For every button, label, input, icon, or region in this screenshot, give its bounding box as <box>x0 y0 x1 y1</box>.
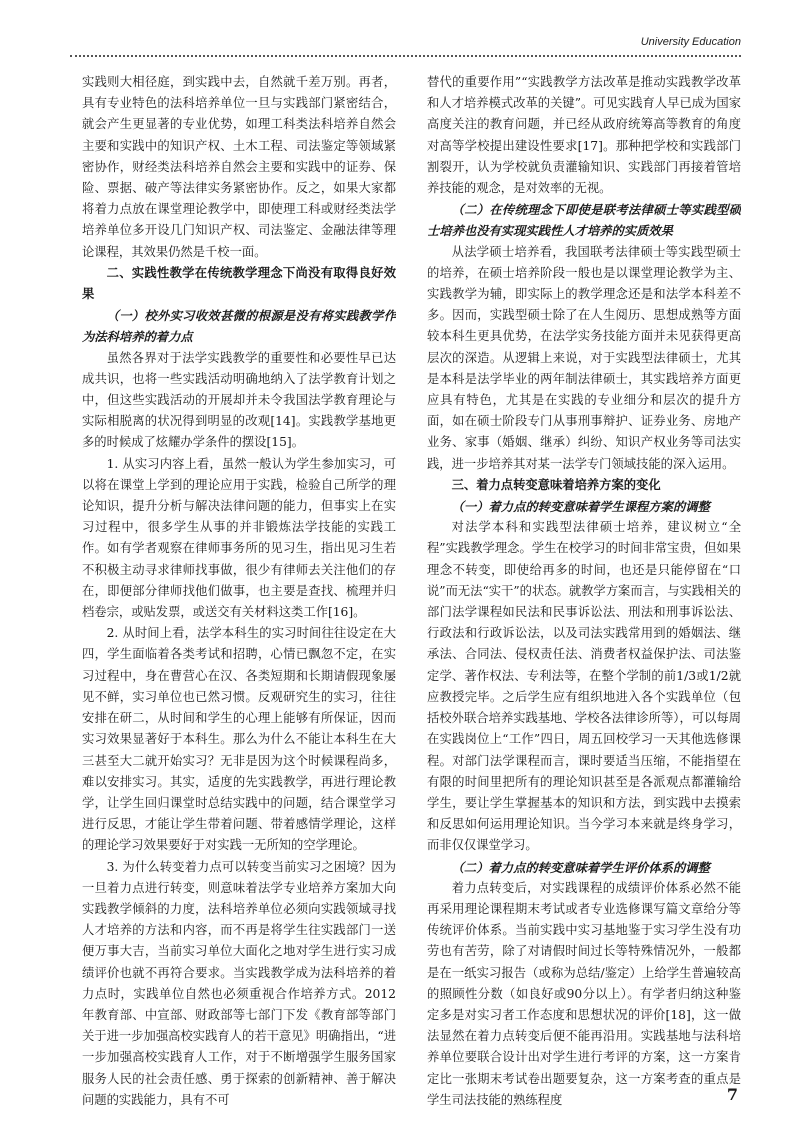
section-heading: 二、实践性教学在传统教学理念下尚没有取得良好效果 <box>82 265 396 302</box>
subsection-heading: （一）校外实习收效甚微的根源是没有将实践教学作为法科培养的着力点 <box>82 308 396 345</box>
subsection-heading: （一）着力点的转变意味着学生课程方案的调整 <box>451 499 710 515</box>
section-heading: 三、着力点转变意味着培养方案的变化 <box>451 477 661 492</box>
body-paragraph: 从法学硕士培养看，我国联考法律硕士等实践型硕士的培养，在硕士培养阶段一般也是以课堂理论教学为主、实践教学为辅，即实际上的教学理念还是和法学本科差不多。因而，实践型硕士除了在人生阅历、思想成熟等方面较本科生更具优势，在法学实务技能方面并未见获得更高层次的深造。从逻辑上来说，对于实践型法律硕士，尤其是本科是法学毕业的两年制法律硕士，其实践培养方面更应具有特色，尤其是在实践的专业细分和层次的提升方面，如在硕士阶段专门从事刑事辩护、证券业务、房地产业务、家事（婚姻、继承）纠纷、知识产权业务等司法实践，进一步培养其对某一法学专门领域技能的深入运用。 <box>427 244 741 471</box>
page-number: 7 <box>726 1085 738 1104</box>
right-text-column <box>427 72 741 1122</box>
subsection-heading: （二）在传统理念下即使是联考法律硕士等实践型硕士培养也没有实现实践性人才培养的实质效果 <box>427 202 741 239</box>
body-paragraph: 替代的重要作用”“实践教学方法改革是推动实践教学改革和人才培养模式改革的关键”。可见实践育人早已成为国家高度关注的教育问题，并已经从政府统筹高等教育的角度对高等学校提出建设性要求[17]。那种把学校和实践部门割裂开，认为学校就负责灌输知识、实践部门再接着管培养技能的观念，是对效率的无视。 <box>427 75 741 196</box>
body-paragraph: 3. 为什么转变着力点可以转变当前实习之困境？因为一旦着力点进行转变，则意味着法学专业培养方案加大向实践教学倾斜的力度，法科培养单位必须向实践领域寻找人才培养的方法和内容，而不再是将学生往实践部门一送便万事大吉，当前实习单位大面化之地对学生进行实习成绩评价也就不再符合要求。当实践教学成为法科培养的着力点时，实践单位自然也必须重视合作培养方式。2012年教育部、中宣部、财政部等七部门下发《教育部等部门关于进一步加强高校实践育人的若干意见》明确指出，“进一步加强高校实践育人工作，对于不断增强学生服务国家服务人民的社会责任感、勇于探索的创新精神、善于解决问题的实践能力，具有不可 <box>82 859 396 1107</box>
body-paragraph: 虽然各界对于法学实践教学的重要性和必要性早已达成共识，也将一些实践活动明确地纳入了法学教育计划之中，但这些实践活动的开展却并未令我国法学教育理论与实际相脱离的状况得到明显的改观[14]。实践教学基地更多的时候成了炫耀办学条件的摆设[15]。 <box>82 350 396 450</box>
running-head <box>70 36 741 60</box>
left-text-column <box>82 72 396 1122</box>
subsection-heading: （二）着力点的转变意味着学生评价体系的调整 <box>451 859 710 875</box>
header-dotted-rule <box>70 55 741 57</box>
body-paragraph: 1. 从实习内容上看，虽然一般认为学生参加实习，可以将在课堂上学到的理论应用于实践，检验自己所学的理论知识，提升分析与解决法律问题的能力，但事实上在实习过程中，很多学生从事的并非锻炼法学技能的实践工作。如有学者观察在律师事务所的见习生，指出见习生若不积极主动寻求律师找事做，很少有律师去关注他们的存在，即便部分律师找他们做事，也主要是查找、梳理并归档卷宗，或贴发票，或送交有关材料这类工作[16]。 <box>82 456 396 620</box>
body-paragraph: 实践则大相径庭，到实践中去，自然就千差万别。再者，具有专业特色的法科培养单位一旦与实践部门紧密结合，就会产生更显著的专业优势，如理工科类法科培养自然会主要和实践中的知识产权、土木工程、司法鉴定等领域紧密协作，财经类法科培养自然会主要和实践中的证券、保险、票据、破产等法律实务紧密协作。反之，如果大家都将着力点放在课堂理论教学中，即使理工科或财经类法学培养单位多开设几门知识产权、司法鉴定、金融法律等理论课程，其效果仍然是千校一面。 <box>82 75 396 259</box>
body-paragraph: 2. 从时间上看，法学本科生的实习时间往往设定在大四，学生面临着各类考试和招聘，心情已飘忽不定，在实习过程中，身在曹营心在汉、各类短期和长期请假现象屡见不鲜，实习单位也已然习惯。反观研究生的实习，往往安排在研二，从时间和学生的心理上能够有所保证，因而实习效果显著好于本科生。那么为什么不能让本科生在大三甚至大二就开始实习？无非是因为这个时候课程尚多，难以安排实习。其实，适度的先实践教学，再进行理论教学，让学生回归课堂时总结实践中的问题，结合课堂学习进行反思，才能让学生带着问题、带着感情学理论，这样的理论学习效果要好于对实践一无所知的空学理论。 <box>82 626 396 853</box>
body-paragraph: 着力点转变后，对实践课程的成绩评价体系必然不能再采用理论课程期末考试或者专业选修课写篇文章给分等传统评价体系。当前实践中实习基地鉴于实习学生没有功劳也有苦劳，除了对请假时间过长等特殊情况外，一般都是在一纸实习报告（或称为总结/鉴定）上给学生普遍较高的照顾性分数（如良好或90分以上）。有学者归纳这种鉴定多是对实习者工作态度和思想状况的评价[18]，这一做法显然在着力点转变后便不能再沿用。实践基地与法科培养单位要联合设计出对学生进行考评的方案，这一方案肯定比一张期末考试卷出题要复杂，这一方案考查的重点是学生司法技能的熟练程度 <box>427 880 741 1107</box>
body-paragraph: 对法学本科和实践型法律硕士培养，建议树立“全程”实践教学理念。学生在校学习的时间非常宝贵，但如果理念不转变，即使给再多的时间，也还是只能停留在“口说”而无法“实干”的状态。就教学方案而言，与实践相关的部门法学课程如民法和民事诉讼法、刑法和刑事诉讼法、行政法和行政诉讼法，以及司法实践常用到的婚姻法、继承法、合同法、侵权责任法、消费者权益保护法、司法鉴定学、著作权法、专利法等，在整个学制的前1/3或1/2就应教授完毕。之后学生应有组织地进入各个实践单位（包括校外联合培养实践基地、学校各法律诊所等），可以每周在实践岗位上“工作”四日，周五回校学习一天其他选修课程。对部门法学课程而言，课时要适当压缩，不能指望在有限的时间里把所有的理论知识甚至是各派观点都灌输给学生，要让学生掌握基本的知识和方法，到实践中去摸索和反思如何运用理论知识。当今学习本来就是终身学习，而非仅仅课堂学习。 <box>427 520 741 853</box>
journal-title: University Education <box>640 36 741 48</box>
